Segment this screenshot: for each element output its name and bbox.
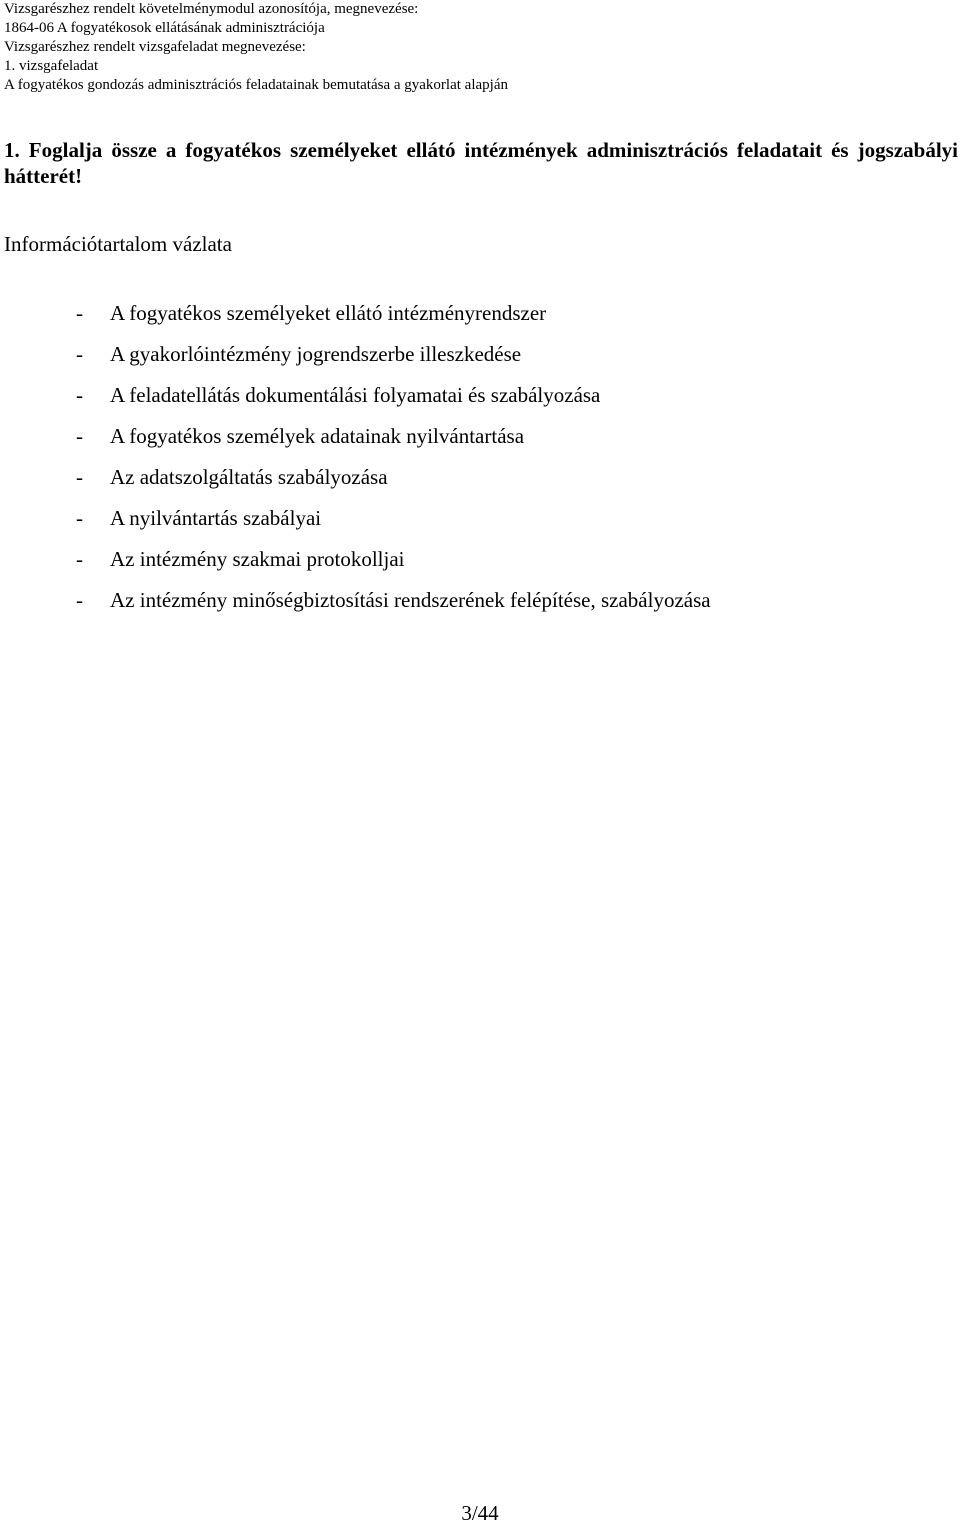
list-item-text: A gyakorlóintézmény jogrendszerbe illeszkedése xyxy=(110,342,522,366)
list-item-text: Az intézmény minőségbiztosítási rendszerének felépítése, szabályozása xyxy=(110,588,711,612)
list-item-text: A fogyatékos személyek adatainak nyilvántartása xyxy=(110,424,525,448)
dash-marker: - xyxy=(76,588,83,612)
info-outline-title: Információtartalom vázlata xyxy=(4,232,232,256)
list-item-text: A nyilvántartás szabályai xyxy=(110,506,322,530)
page-header xyxy=(4,0,944,95)
dash-marker: - xyxy=(76,465,83,489)
dash-marker: - xyxy=(76,547,83,571)
header-task-label: Vizsgarészhez rendelt vizsgafeladat megnevezése: xyxy=(4,39,306,55)
dash-marker: - xyxy=(76,342,83,366)
header-task-number: 1. vizsgafeladat xyxy=(4,58,99,74)
header-module-label: Vizsgarészhez rendelt követelménymodul azonosítója, megnevezése: xyxy=(4,1,419,17)
dash-marker: - xyxy=(76,506,83,530)
list-item-text: Az adatszolgáltatás szabályozása xyxy=(110,465,388,489)
list-item-text: A feladatellátás dokumentálási folyamatai és szabályozása xyxy=(110,383,601,407)
list-item-text: Az intézmény szakmai protokolljai xyxy=(110,547,405,571)
list-item-text: A fogyatékos személyeket ellátó intézményrendszer xyxy=(110,301,547,325)
dash-marker: - xyxy=(76,301,83,325)
dash-marker: - xyxy=(76,424,83,448)
header-task-name: A fogyatékos gondozás adminisztrációs feladatainak bemutatása a gyakorlat alapján xyxy=(4,77,508,93)
page-number: 3/44 xyxy=(461,1501,499,1525)
question-heading: 1. Foglalja össze a fogyatékos személyeket ellátó intézmények adminisztrációs feladatait és jogszabályi hátterét! xyxy=(4,138,958,188)
header-module-name: 1864-06 A fogyatékosok ellátásának adminisztrációja xyxy=(4,20,325,36)
dash-marker: - xyxy=(76,383,83,407)
